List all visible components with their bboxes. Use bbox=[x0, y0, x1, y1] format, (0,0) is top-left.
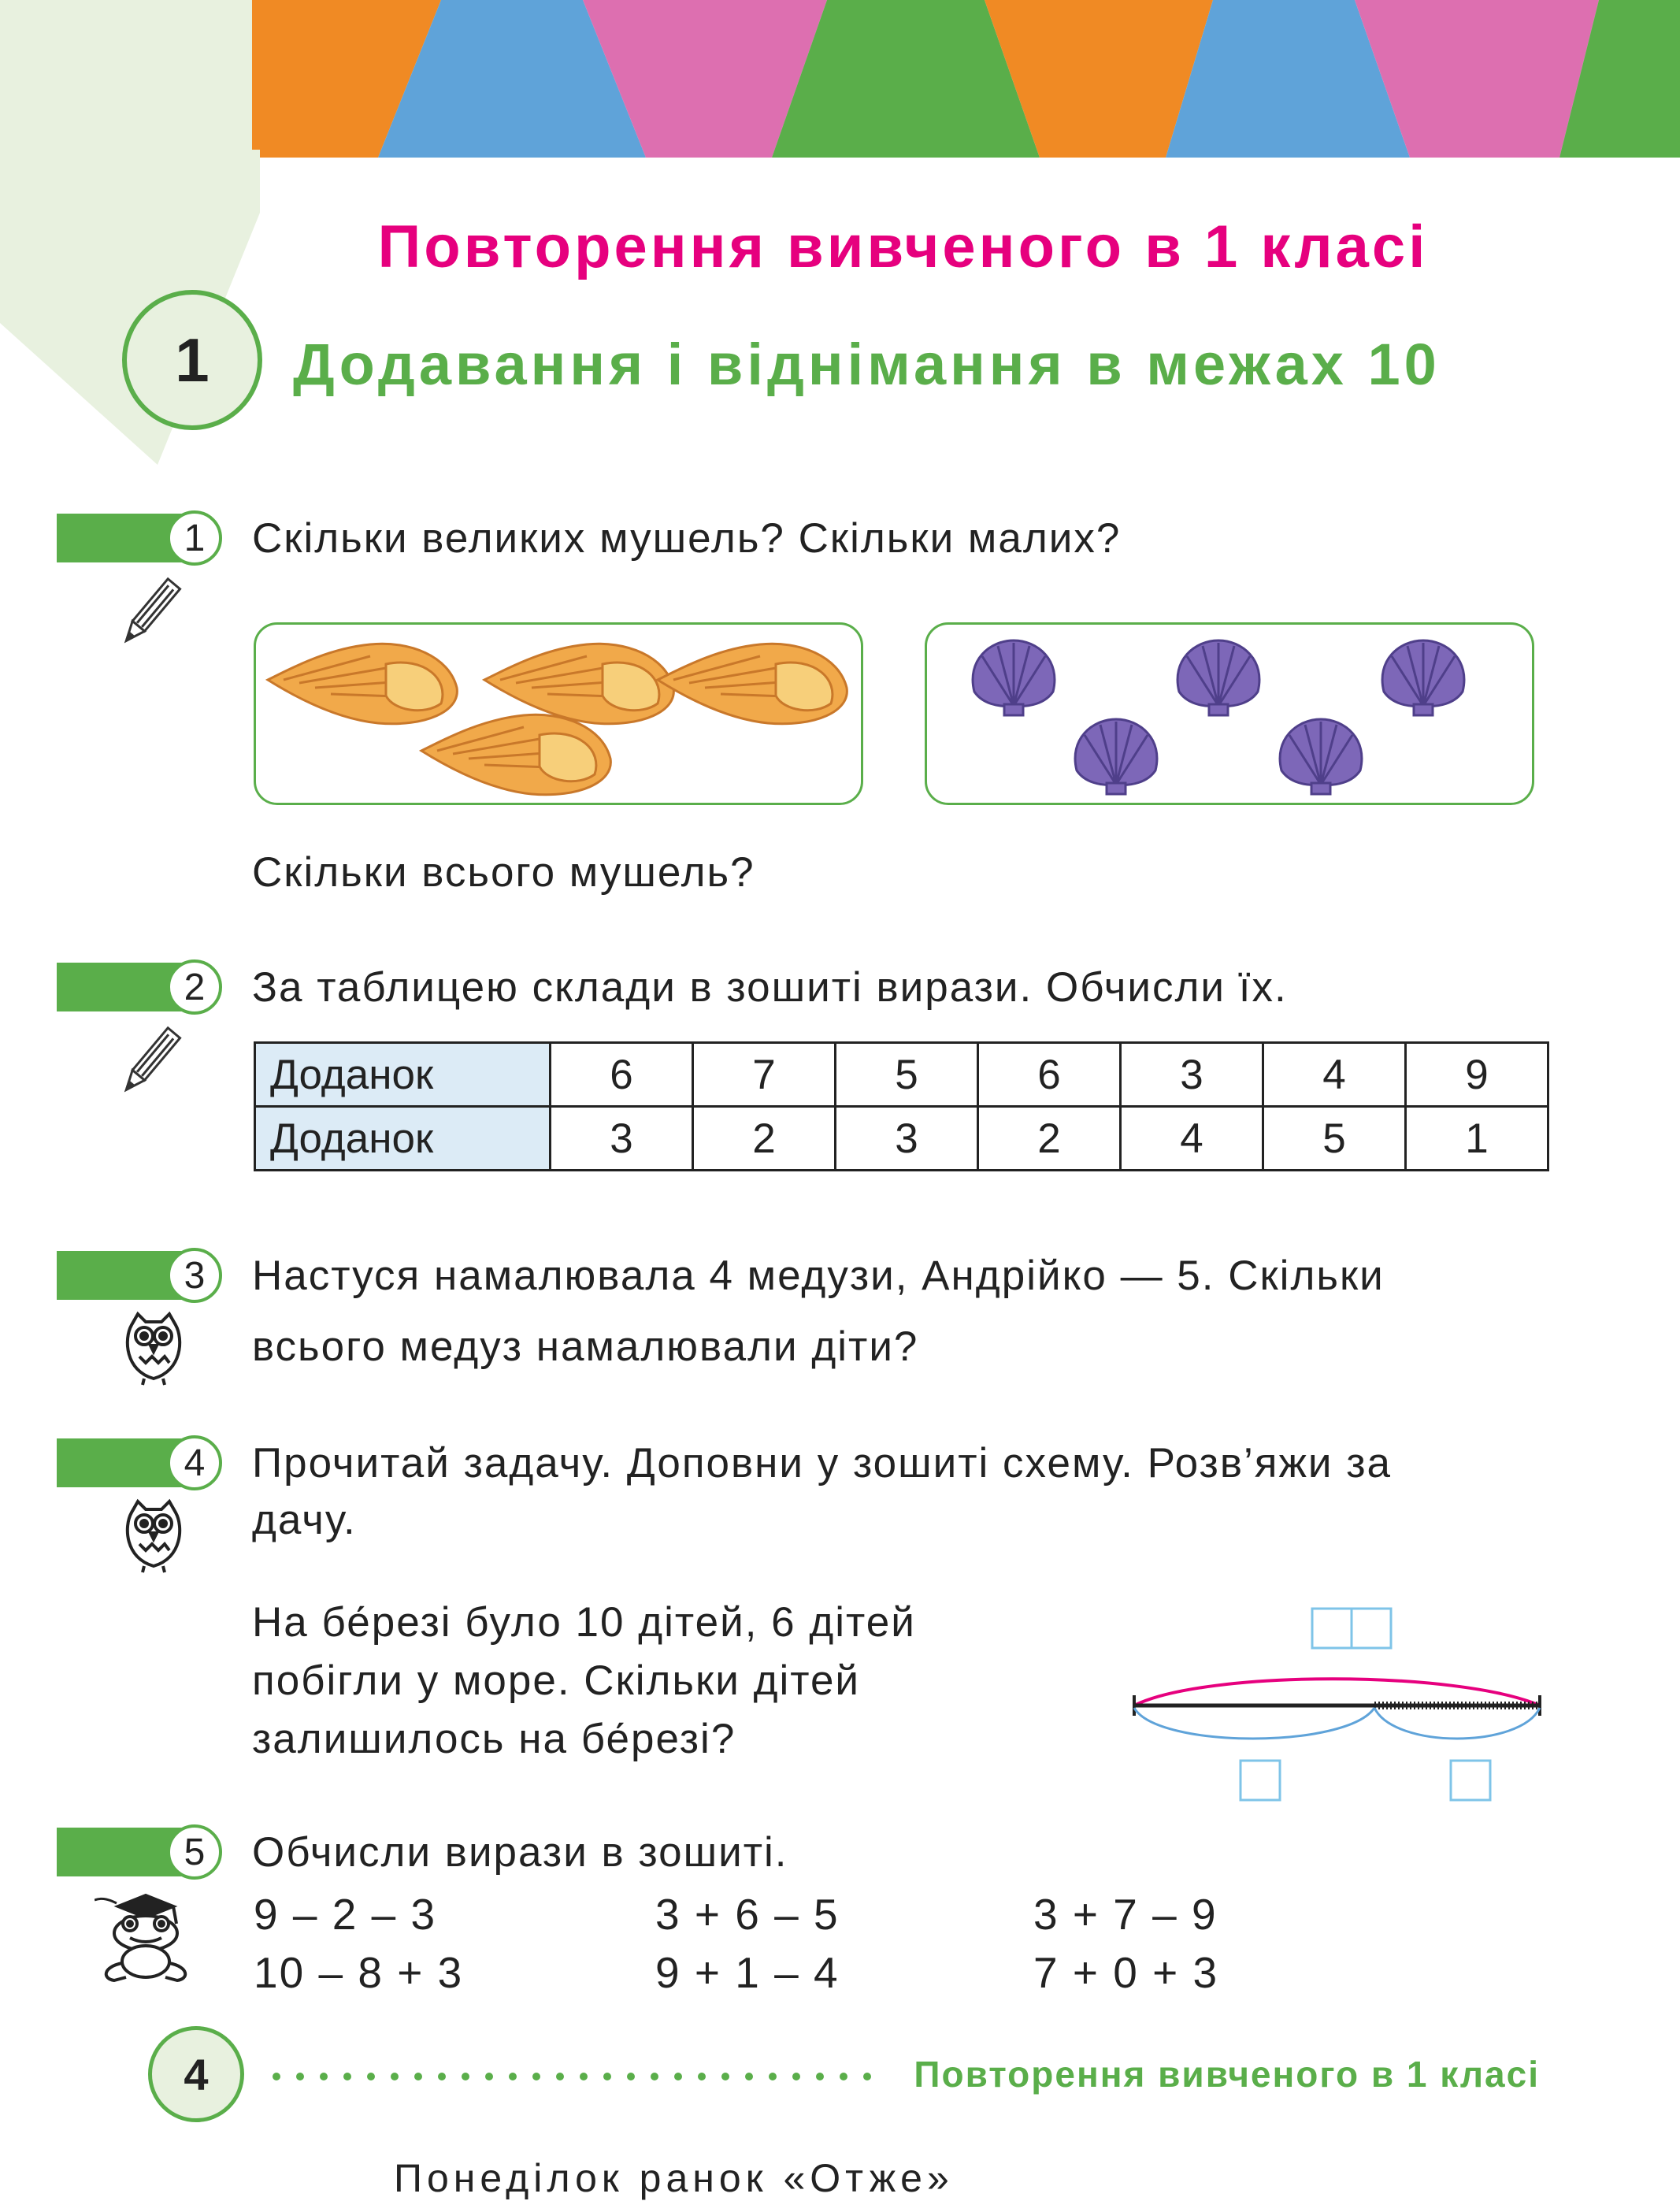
table-cell: 2 bbox=[978, 1107, 1121, 1171]
task-text-line: дачу. bbox=[252, 1497, 357, 1543]
task-text-line: всього медуз намалювали діти? bbox=[252, 1323, 919, 1370]
answer-box bbox=[1352, 1609, 1391, 1648]
task-number: 2 bbox=[167, 959, 222, 1015]
table-row bbox=[255, 1043, 1548, 1107]
task-number: 5 bbox=[167, 1824, 222, 1880]
addends-table bbox=[254, 1041, 1549, 1171]
owl-icon bbox=[114, 1495, 193, 1574]
dotted-leader bbox=[272, 2069, 878, 2084]
word-problem-line: залишилось на бе́резі? bbox=[252, 1716, 736, 1762]
task-text: За таблицею склади в зошиті вирази. Обчисли їх. bbox=[252, 964, 1288, 1011]
small-shells-illustration bbox=[927, 625, 1537, 807]
task-text-line: Настуся намалювала 4 медузи, Андрійко — 5. Скільки bbox=[252, 1253, 1385, 1299]
table-cell: 3 bbox=[1121, 1043, 1263, 1107]
task-text: Обчисли вирази в зошиті. bbox=[252, 1829, 788, 1876]
row-header: Доданок bbox=[255, 1043, 551, 1107]
table-cell: 5 bbox=[1263, 1107, 1406, 1171]
table-cell: 1 bbox=[1406, 1107, 1548, 1171]
task-text: Скільки великих мушель? Скільки малих? bbox=[252, 515, 1122, 562]
word-problem-line: На бе́резі було 10 дітей, 6 дітей bbox=[252, 1599, 916, 1646]
task-number: 1 bbox=[167, 510, 222, 566]
word-problem-line: побігли у море. Скільки дітей bbox=[252, 1657, 861, 1704]
part-arc bbox=[1374, 1708, 1540, 1739]
pencil-icon bbox=[110, 573, 189, 652]
table-row bbox=[255, 1107, 1548, 1171]
expression: 9 + 1 – 4 bbox=[655, 1948, 840, 1997]
task-number: 4 bbox=[167, 1435, 222, 1490]
table-cell: 7 bbox=[693, 1043, 836, 1107]
section-title: Повторення вивченого в 1 класі bbox=[377, 213, 1429, 280]
cut-off-next-line: Понеділок ранок «Отже» bbox=[394, 2156, 954, 2200]
expression: 3 + 6 – 5 bbox=[655, 1890, 840, 1939]
table-cell: 3 bbox=[551, 1107, 693, 1171]
table-cell: 2 bbox=[693, 1107, 836, 1171]
table-cell: 5 bbox=[836, 1043, 978, 1107]
pencil-icon bbox=[110, 1023, 189, 1101]
big-shells-illustration bbox=[256, 625, 866, 807]
small-shells-box bbox=[925, 622, 1534, 805]
frog-icon bbox=[95, 1884, 197, 1987]
big-shells-box bbox=[254, 622, 863, 805]
task-followup-question: Скільки всього мушель? bbox=[252, 849, 755, 896]
row-header: Доданок bbox=[255, 1107, 551, 1171]
segment-scheme-diagram bbox=[1126, 1599, 1552, 1804]
answer-box bbox=[1241, 1761, 1280, 1800]
table-cell: 3 bbox=[836, 1107, 978, 1171]
total-arc bbox=[1134, 1679, 1540, 1705]
task-text-line: Прочитай задачу. Доповни у зошиті схему. Розв’яжи за bbox=[252, 1440, 1393, 1487]
answer-box bbox=[1451, 1761, 1490, 1800]
table-cell: 4 bbox=[1121, 1107, 1263, 1171]
page-number-badge: 4 bbox=[148, 2026, 244, 2122]
task-number: 3 bbox=[167, 1248, 222, 1303]
expression: 3 + 7 – 9 bbox=[1033, 1890, 1218, 1939]
expression: 10 – 8 + 3 bbox=[254, 1948, 464, 1997]
table-cell: 9 bbox=[1406, 1043, 1548, 1107]
table-cell: 6 bbox=[551, 1043, 693, 1107]
owl-icon bbox=[114, 1308, 193, 1386]
expression: 9 – 2 – 3 bbox=[254, 1890, 437, 1939]
decorative-banner bbox=[0, 0, 1680, 158]
unit-number-badge: 1 bbox=[122, 290, 262, 430]
table-cell: 4 bbox=[1263, 1043, 1406, 1107]
unit-title: Додавання і віднімання в межах 10 bbox=[293, 332, 1441, 397]
answer-box bbox=[1312, 1609, 1352, 1648]
table-cell: 6 bbox=[978, 1043, 1121, 1107]
expression: 7 + 0 + 3 bbox=[1033, 1948, 1219, 1997]
running-title: Повторення вивченого в 1 класі bbox=[914, 2054, 1540, 2095]
part-arc bbox=[1134, 1708, 1374, 1739]
